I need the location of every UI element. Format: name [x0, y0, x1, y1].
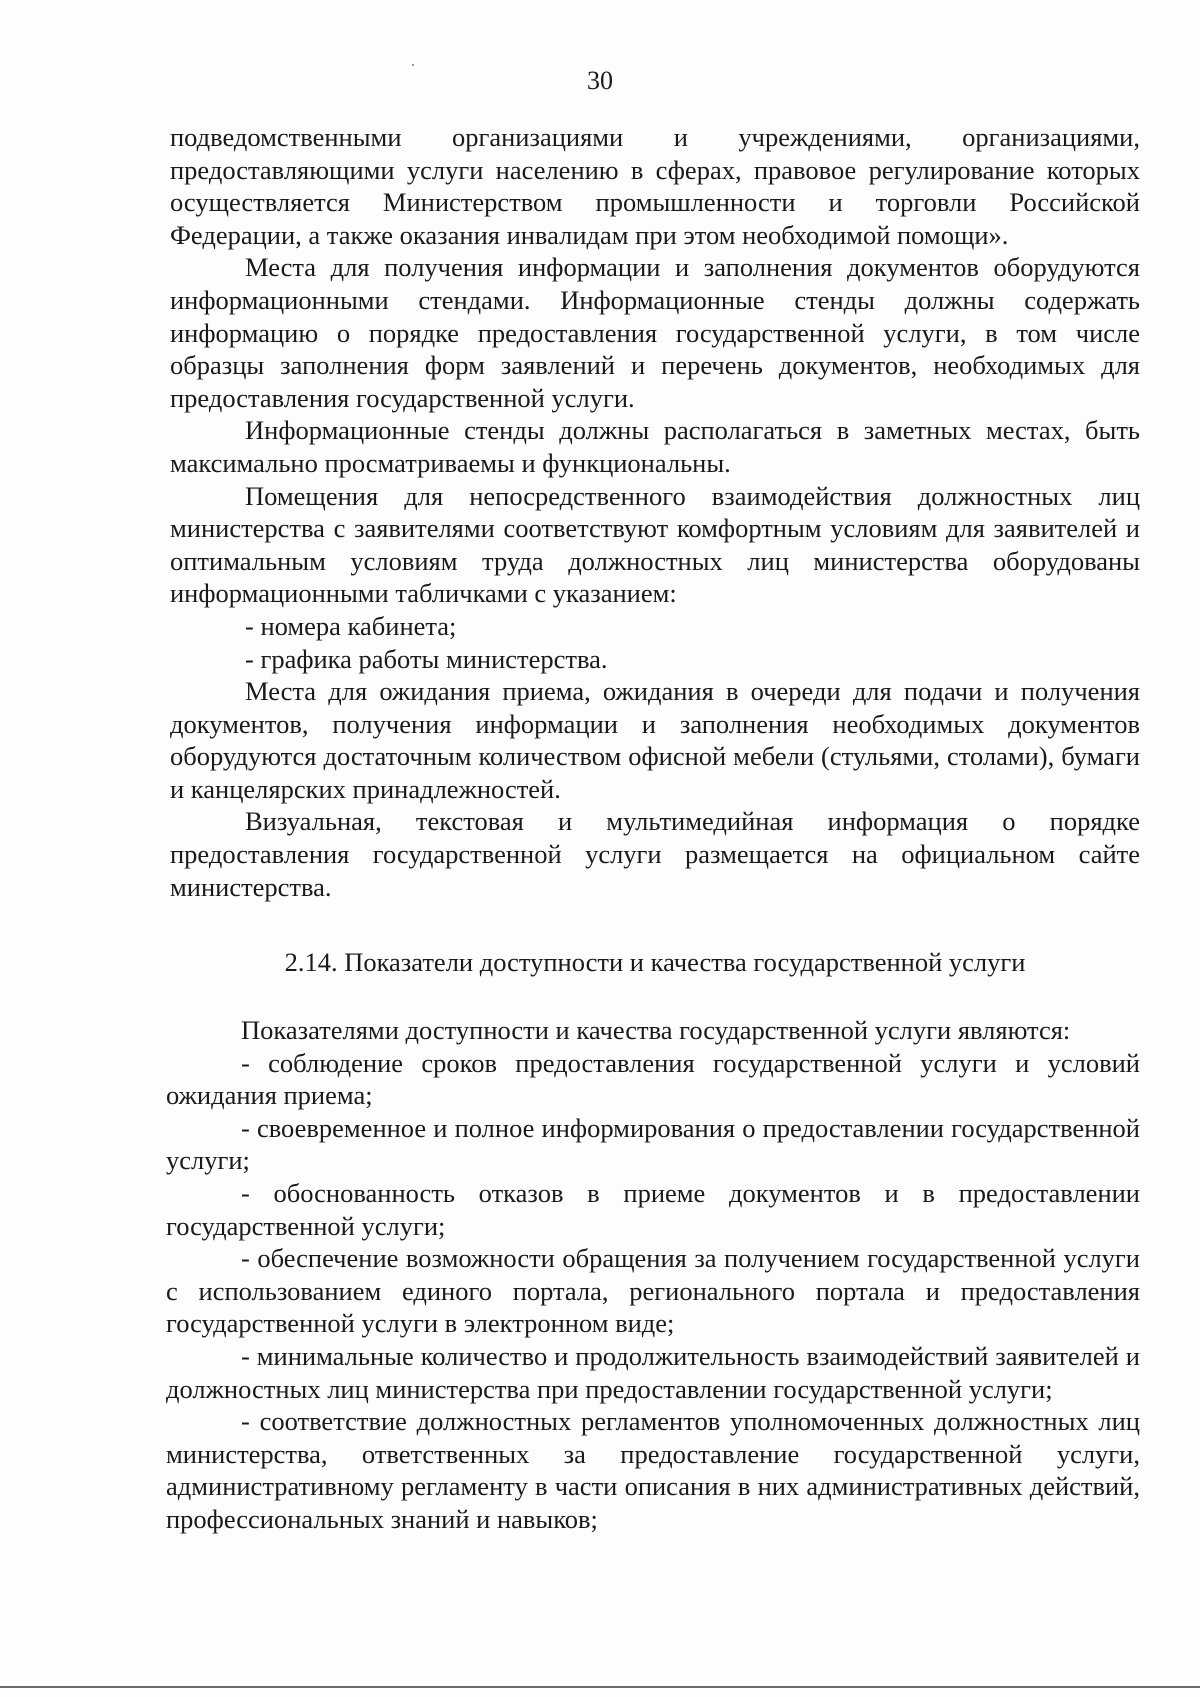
page-number: 30: [587, 66, 613, 95]
paragraph-premises: Помещения для непосредственного взаимодействия должностных лиц министерства с заявителями соответствуют комфортным условиям для заявителей и оптимальным условиям труда должностных лиц министерства оборудованы информационными табличками с указанием:: [170, 480, 1140, 609]
paragraph-stands-placement: Информационные стенды должны располагаться в заметных местах, быть максимально просматриваемы и функциональны.: [170, 415, 1140, 478]
body-text-bottom: [166, 1014, 1140, 1536]
list-item-refusals: - обоснованность отказов в приеме документов и в предоставлении государственной услуги;: [166, 1177, 1140, 1241]
list-item-regulations: - соответствие должностных регламентов уполномоченных должностных лиц министерства, ответственных за предоставление государственной услуги, административному регламенту в части описания в них административных действий, профессиональных знаний и навыков;: [166, 1406, 1140, 1534]
list-item-interactions: - минимальные количество и продолжительность взаимодействий заявителей и должностных лиц министерства при предоставлении государственной услуги;: [166, 1340, 1140, 1404]
list-item-informing: - своевременное и полное информирования о предоставлении государственной услуги;: [166, 1112, 1140, 1176]
scan-bottom-edge: [0, 1686, 1200, 1688]
paragraph-indicators-intro: Показателями доступности и качества государственной услуги являются:: [241, 1015, 1071, 1045]
list-item-room-number: - номера кабинета;: [245, 610, 457, 641]
section-heading: 2.14. Показатели доступности и качества государственной услуги: [284, 947, 1026, 977]
body-text-top: [170, 121, 1140, 903]
list-item-deadlines: - соблюдение сроков предоставления государственной услуги и условий ожидания приема;: [166, 1047, 1140, 1111]
list-item-electronic-access: - обеспечение возможности обращения за получением государственной услуги с использованием единого портала, регионального портала и предоставления государственной услуги в электронном виде;: [166, 1243, 1140, 1339]
list-item-work-schedule: - графика работы министерства.: [245, 643, 608, 674]
paragraph-continuation: подведомственными организациями и учреждениями, организациями, предоставляющими услуги населению в сферах, правовое регулирование которых осуществляется Министерством промышленности и торговли Российской Федерации, а также оказания инвалидам при этом необходимой помощи».: [170, 122, 1140, 250]
paragraph-waiting-areas: Места для ожидания приема, ожидания в очереди для подачи и получения документов, получения информации и заполнения необходимых документов оборудуются достаточным количеством офисной мебели (стульями, столами), бумаги и канцелярских принадлежностей.: [170, 676, 1140, 804]
paragraph-info-stands: Места для получения информации и заполнения документов оборудуются информационными стендами. Информационные стенды должны содержать информацию о порядке предоставления государственной услуги, в том числе образцы заполнения форм заявлений и перечень документов, необходимых для предоставления государственной услуги.: [170, 252, 1140, 413]
paragraph-multimedia-info: Визуальная, текстовая и мультимедийная информация о порядке предоставления государственной услуги размещается на официальном сайте министерства.: [170, 806, 1140, 902]
